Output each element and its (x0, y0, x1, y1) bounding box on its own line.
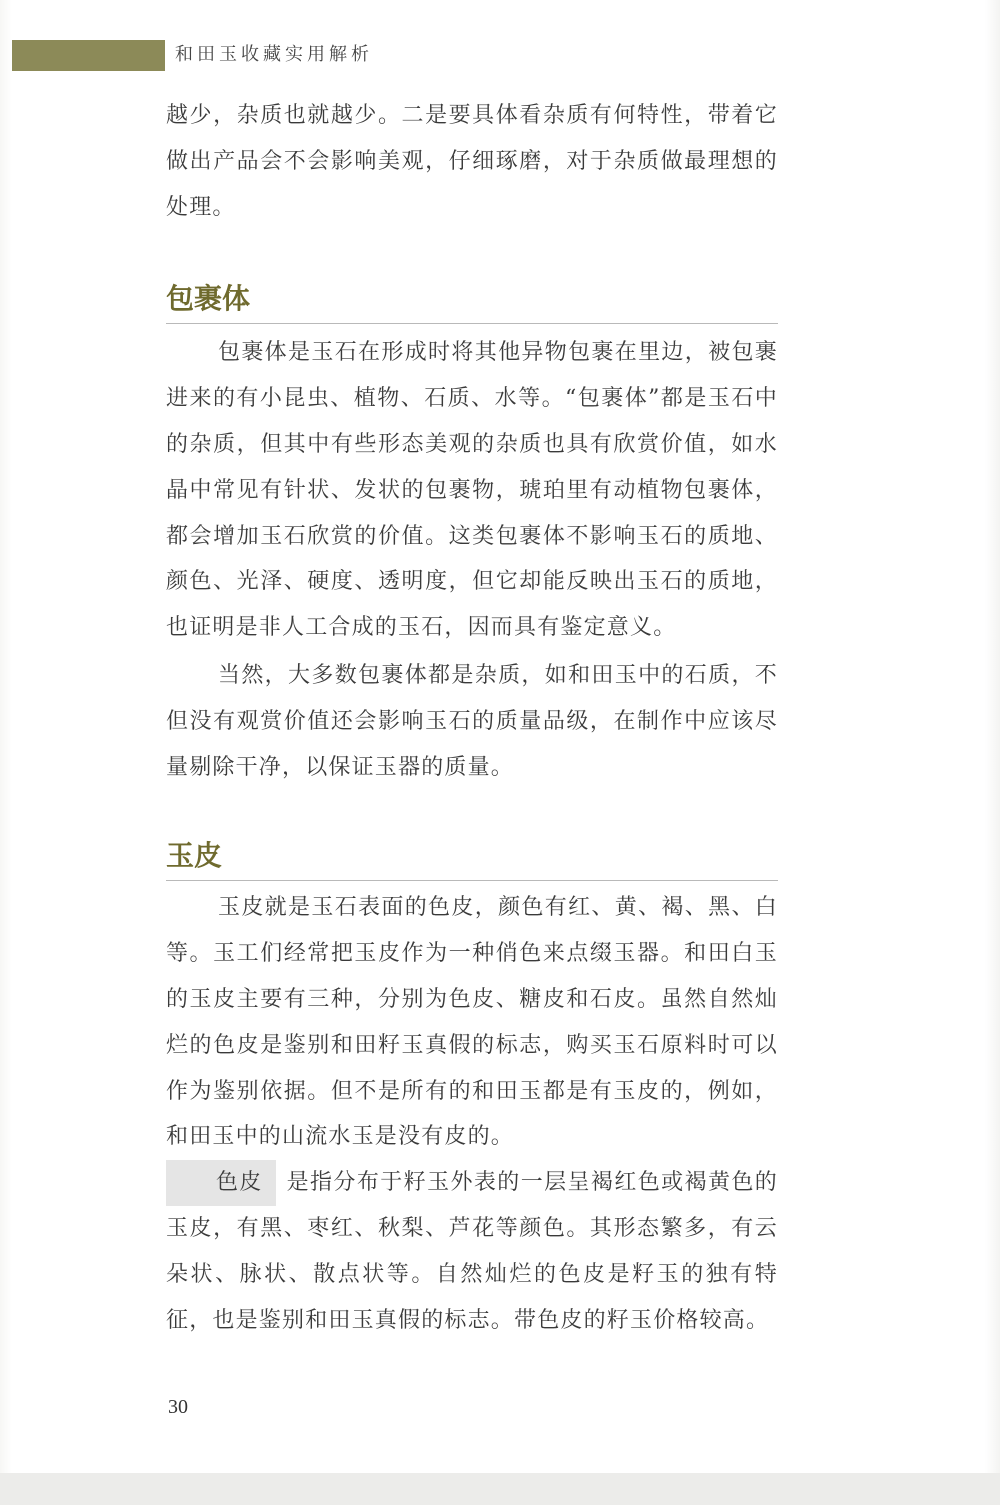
section2-paragraph-1: 玉皮就是玉石表面的色皮，颜色有红、黄、褐、黑、白等。玉工们经常把玉皮作为一种俏色来点缀玉器。和田白玉的玉皮主要有三种，分别为色皮、糖皮和石皮。虽然自然灿烂的色皮是鉴别和田籽玉真假的标志，购买玉石原料时可以作为鉴别依据。但不是所有的和田玉都是有玉皮的，例如，和田玉中的山流水玉是没有皮的。 (166, 895, 778, 1150)
running-header-title: 和田玉收藏实用解析 (175, 44, 373, 65)
page-content (166, 93, 778, 1343)
section1-paragraph-1: 包裹体是玉石在形成时将其他异物包裹在里边，被包裹进来的有小昆虫、植物、石质、水等。“包裹体”都是玉石中的杂质，但其中有些形态美观的杂质也具有欣赏价值，如水晶中常见有针状、发状的包裹物，琥珀里有动植物包裹体，都会增加玉石欣赏的价值。这类包裹体不影响玉石的质地、颜色、光泽、硬度、透明度，但它却能反映出玉石的质地，也证明是非人工合成的玉石，因而具有鉴定意义。 (166, 340, 778, 641)
spacer (166, 790, 778, 836)
term-text-color-skin: 是指分布于籽玉外表的一层呈褐红色或褐黄色的玉皮，有黑、枣红、秋梨、芦花等颜色。其形态繁多，有云朵状、脉状、散点状等。自然灿烂的色皮是籽玉的独有特征，也是鉴别和田玉真假的标志。带色皮的籽玉价格较高。 (166, 1170, 778, 1333)
term-label-color-skin: 色皮 (166, 1160, 276, 1206)
scan-edge (0, 1473, 1000, 1505)
section-title-jade-skin: 玉皮 (166, 839, 223, 873)
section1-paragraph-2: 当然，大多数包裹体都是杂质，如和田玉中的石质，不但没有观赏价值还会影响玉石的质量品级，在制作中应该尽量剔除干净，以保证玉器的质量。 (166, 662, 778, 780)
term-definition-color-skin (166, 1160, 778, 1343)
page-number: 30 (168, 1396, 188, 1418)
spacer (166, 230, 778, 279)
section-title-inclusions: 包裹体 (166, 282, 251, 316)
intro-paragraph: 越少，杂质也就越少。二是要具体看杂质有何特性，带着它做出产品会不会影响美观，仔细琢磨，对于杂质做最理想的处理。 (166, 103, 778, 220)
header-color-bar (12, 40, 165, 71)
